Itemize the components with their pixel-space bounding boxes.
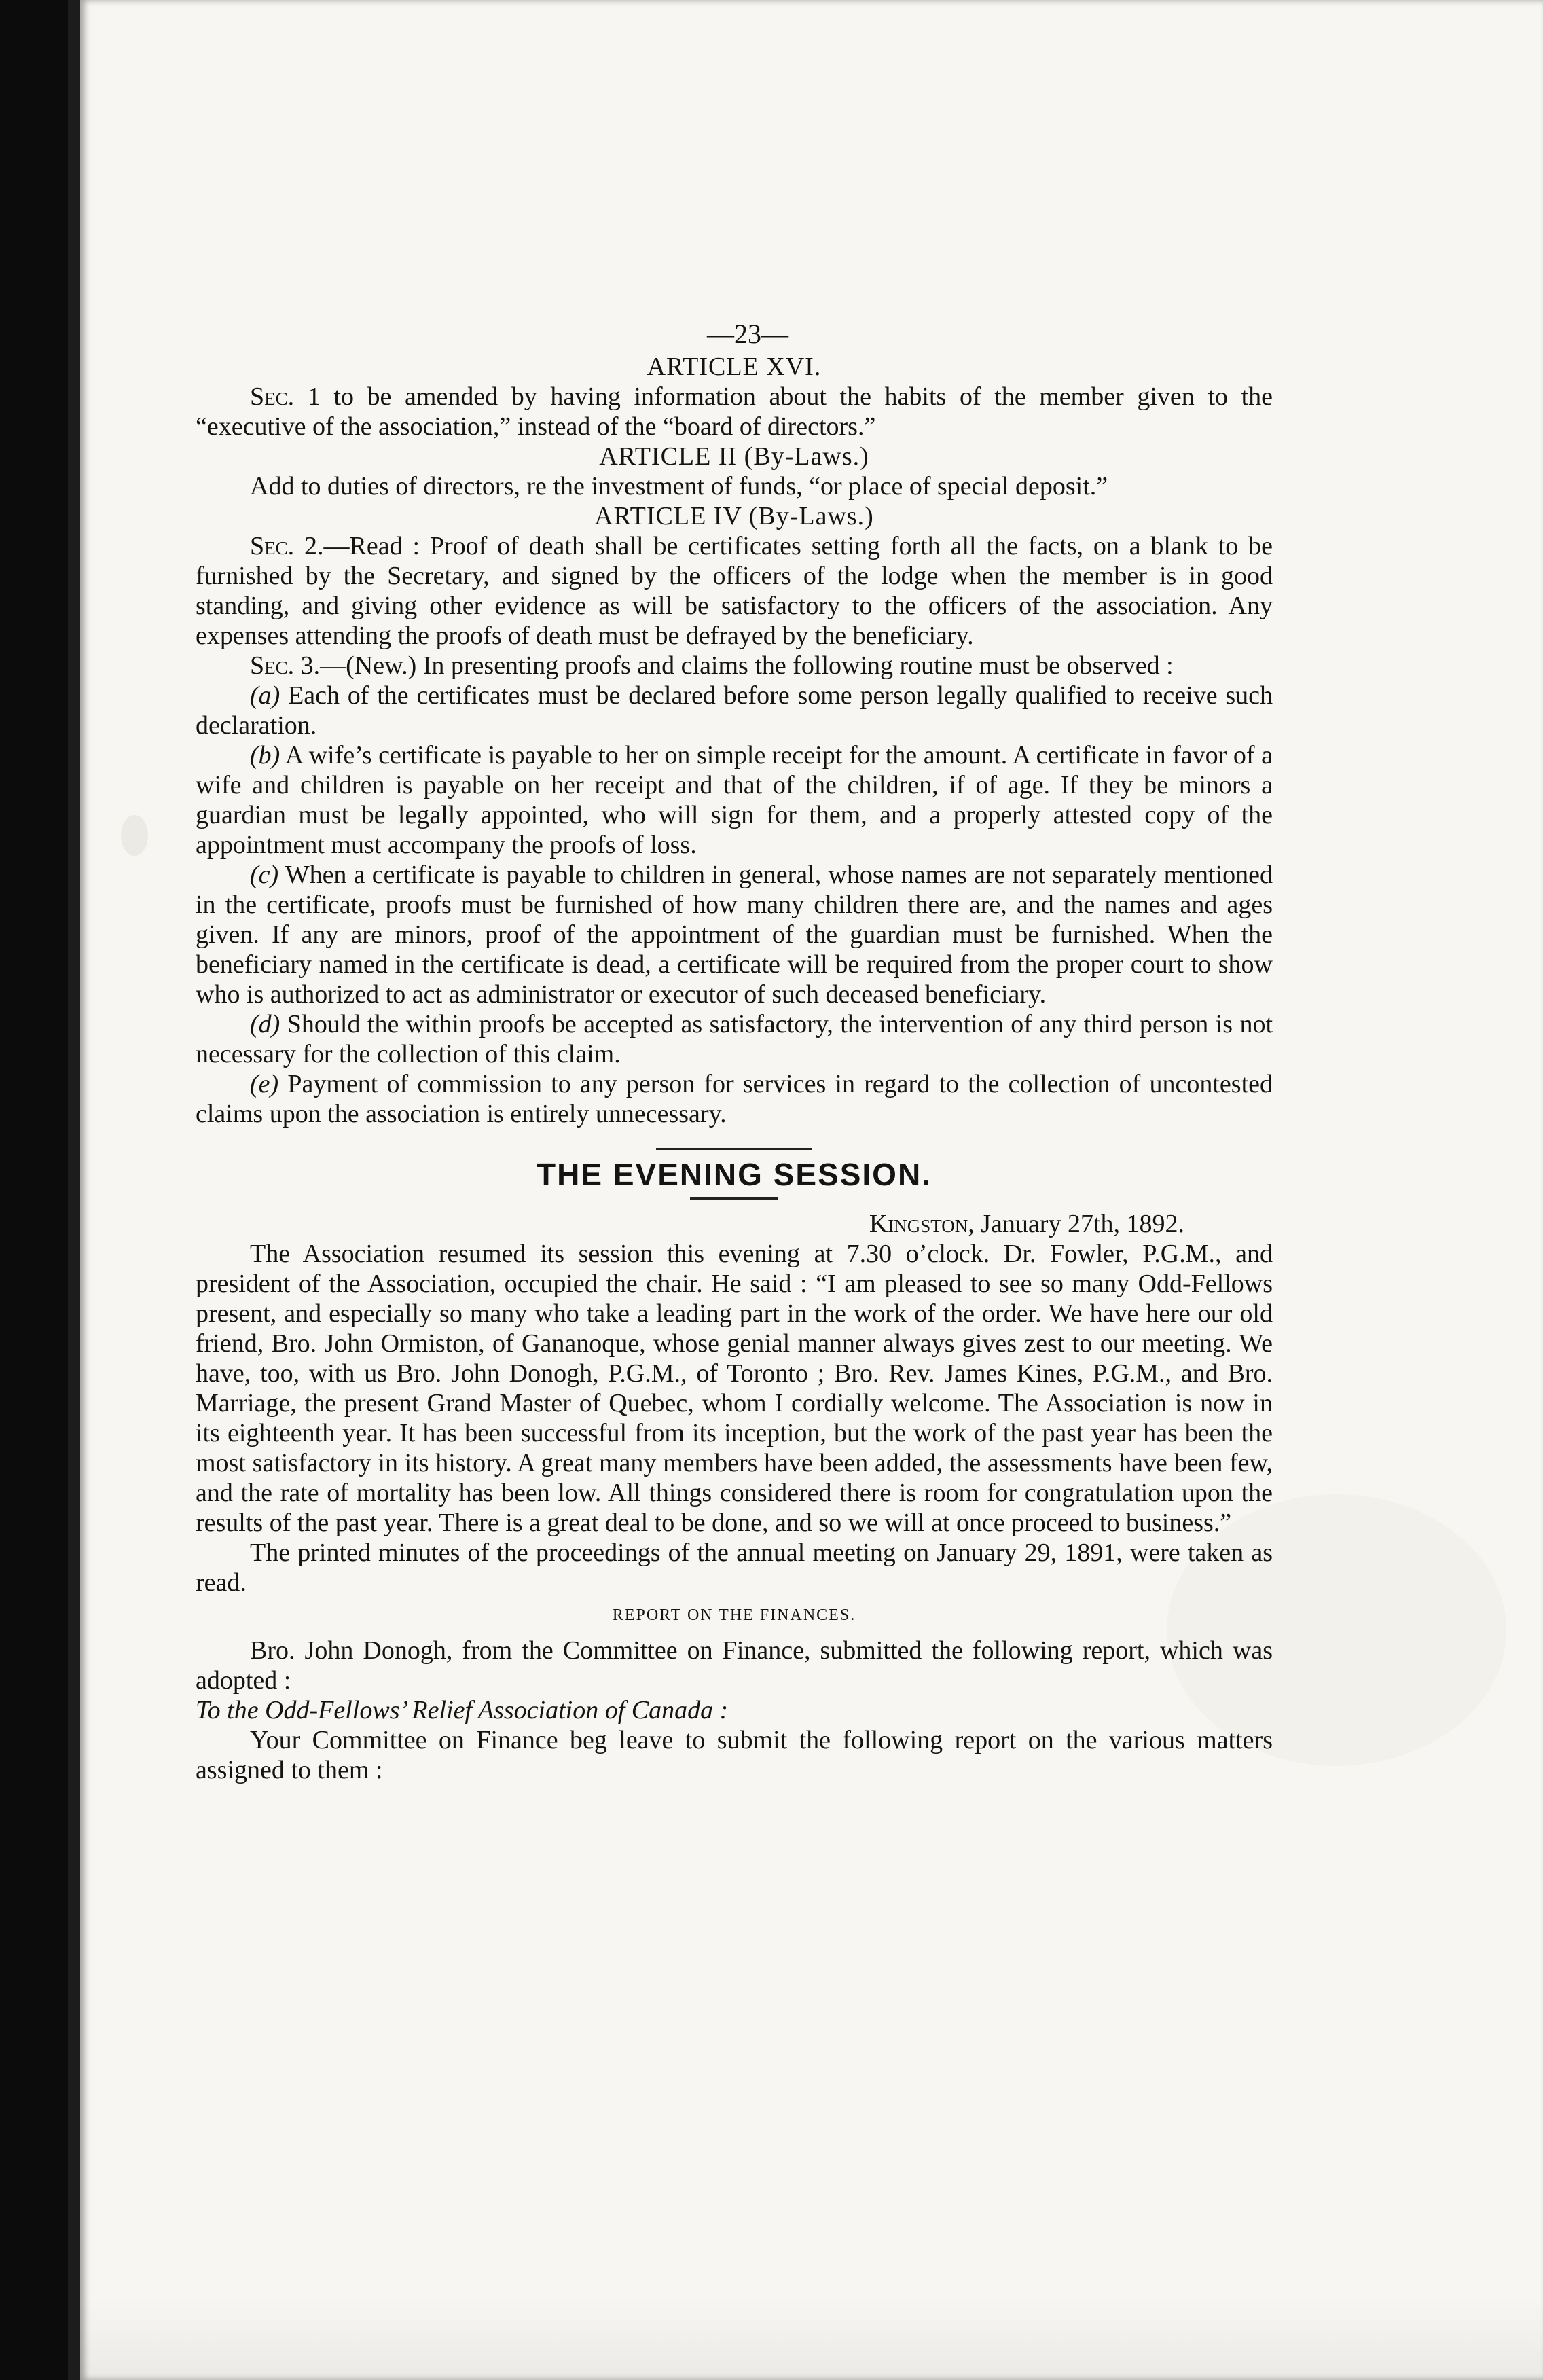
clause-text: When a certificate is payable to children in general, whose names are not separately mentioned in the certificate, proofs must be furnished of how many children there are, and the names and ages given. If any are minors, proof of the appointment of the guardian must be furnished. When the beneficiary named in the certificate is dead, a certificate will be required from the proper court to show who is authorized to act as administrator or executor of such deceased beneficiary.: [196, 861, 1273, 1009]
evening-session-title: THE EVENING SESSION.: [537, 1157, 932, 1192]
sec3-label: Sec. 3.: [250, 651, 321, 680]
clause-d: [196, 1009, 1273, 1069]
sec2-text: —Read : Proof of death shall be certificates setting forth all the facts, on a blank to be furnished by the Secretary, and signed by the officers of the lodge when the member is in good standing, and giving other evidence as will be satisfactory to the officers of the association. Any expenses attending the proofs of death must be defrayed by the beneficiary.: [196, 532, 1273, 650]
page-bottom-shade: [80, 2296, 1543, 2380]
article-xvi-paragraph: [196, 382, 1273, 441]
clause-label: (e): [250, 1070, 279, 1098]
article-ii-heading: ARTICLE II (By-Laws.): [599, 442, 869, 471]
clause-text: A wife’s certificate is payable to her on simple receipt for the amount. A certificate in favor of a wife and children is payable on her receipt and that of the children, if of age. If they be minors a guardian must be legally appointed, who will sign for them, and a properly attested copy of the appointment must accompany the proofs of loss.: [196, 741, 1273, 859]
sec3-paragraph: [196, 651, 1273, 681]
clause-e: [196, 1069, 1273, 1129]
clause-label: (c): [250, 861, 279, 889]
finance-intro: Bro. John Donogh, from the Committee on Finance, submitted the following report, which was adopted :: [196, 1636, 1273, 1695]
article-xvi-text: to be amended by having information about the habits of the member given to the “executive of the association,” instead of the “board of directors.”: [196, 382, 1273, 441]
sec-label: Sec. 1: [250, 382, 321, 411]
dateline: [196, 1209, 1273, 1239]
article-xvi-heading: ARTICLE XVI.: [647, 353, 822, 381]
finance-report-heading: REPORT ON THE FINANCES.: [612, 1606, 856, 1624]
session-paragraph-2: The printed minutes of the proceedings of the annual meeting on January 29, 1891, were taken as read.: [196, 1538, 1273, 1597]
section-divider: [656, 1148, 812, 1150]
clause-label: (d): [250, 1010, 280, 1039]
dateline-date: January 27th, 1892.: [974, 1210, 1184, 1238]
clause-text: Each of the certificates must be declared before some person legally qualified to receive such declaration.: [196, 681, 1273, 740]
sec3-text: —(New.) In presenting proofs and claims the following routine must be observed :: [320, 651, 1174, 680]
session-paragraph-1: The Association resumed its session this evening at 7.30 o’clock. Dr. Fowler, P.G.M., and president of the Association, occupied the chair. He said : “I am pleased to see so many Odd-Fellows present, and especially so many who take a leading part in the work of the order. We have here our old friend, Bro. John Ormiston, of Gananoque, whose genial manner always gives zest to our meeting. We have, too, with us Bro. John Donogh, P.G.M., of Toronto ; Bro. Rev. James Kines, P.G.M., and Bro. Marriage, the present Grand Master of Quebec, whom I cordially welcome. The Association is now in its eighteenth year. It has been successful from its inception, but the work of the past year has been the most satisfactory in its history. A great many members have been added, the assessments have been few, and the rate of mortality has been low. All things considered there is room for congratulation upon the results of the past year. There is a great deal to be done, and so we will at once proceed to business.”: [196, 1240, 1273, 1537]
clause-text: Should the within proofs be accepted as satisfactory, the intervention of any third person is not necessary for the collection of this claim.: [196, 1010, 1273, 1068]
title-underline: [690, 1197, 778, 1200]
clause-label: (b): [250, 741, 280, 770]
finance-salutation: To the Odd-Fellows’ Relief Association of Canada :: [196, 1696, 729, 1725]
clause-label: (a): [250, 681, 280, 710]
article-iv-heading: ARTICLE IV (By-Laws.): [594, 502, 874, 530]
clause-c: [196, 860, 1273, 1009]
clause-b: [196, 740, 1273, 860]
finance-opening: Your Committee on Finance beg leave to submit the following report on the various matters assigned to them :: [196, 1726, 1273, 1784]
clause-text: Payment of commission to any person for services in regard to the collection of uncontested claims upon the association is entirely unnecessary.: [196, 1070, 1273, 1128]
paper-stain: [121, 815, 148, 856]
sec2-paragraph: [196, 531, 1273, 651]
dateline-place: Kingston,: [869, 1210, 975, 1238]
page-text: [196, 319, 1273, 1785]
page-number: —23—: [707, 319, 788, 349]
sec2-label: Sec. 2.: [250, 532, 324, 560]
clause-a: [196, 681, 1273, 740]
article-ii-paragraph: Add to duties of directors, re the investment of funds, “or place of special deposit.”: [250, 472, 1108, 501]
